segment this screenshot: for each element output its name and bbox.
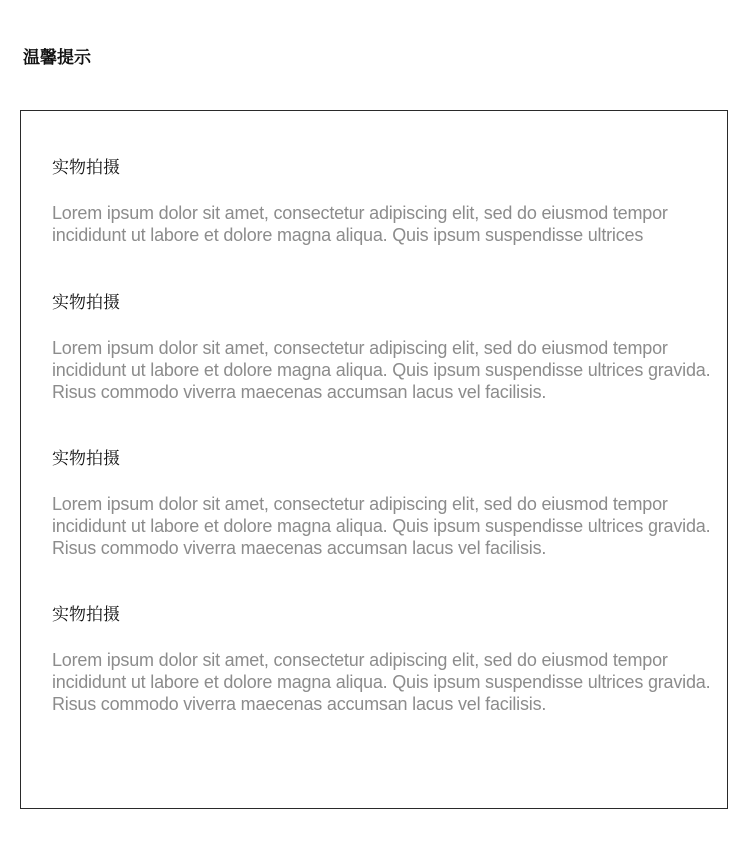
section-body: Lorem ipsum dolor sit amet, consectetur adipiscing elit, sed do eiusmod tempor incididunt ut labore et dolore magna aliqua. Quis ipsum suspendisse ultrices gravida. Risus commodo viverra maecenas accumsan lacus vel facilisis.: [52, 338, 711, 402]
notice-section: [52, 293, 712, 403]
section-heading: 实物拍摄: [52, 605, 120, 624]
section-heading: 实物拍摄: [52, 158, 120, 177]
section-heading: 实物拍摄: [52, 449, 120, 468]
notice-section: [52, 449, 712, 559]
section-body: Lorem ipsum dolor sit amet, consectetur adipiscing elit, sed do eiusmod tempor incididunt ut labore et dolore magna aliqua. Quis ipsum suspendisse ultrices gravida. Risus commodo viverra maecenas accumsan lacus vel facilisis.: [52, 494, 711, 558]
section-body: Lorem ipsum dolor sit amet, consectetur adipiscing elit, sed do eiusmod tempor incididunt ut labore et dolore magna aliqua. Quis ipsum suspendisse ultrices: [52, 203, 668, 245]
section-heading: 实物拍摄: [52, 293, 120, 312]
page-title: 温馨提示: [23, 48, 91, 67]
notice-section: [52, 605, 712, 715]
notice-box: [20, 110, 728, 809]
notice-section: [52, 158, 712, 246]
section-body: Lorem ipsum dolor sit amet, consectetur adipiscing elit, sed do eiusmod tempor incididunt ut labore et dolore magna aliqua. Quis ipsum suspendisse ultrices gravida. Risus commodo viverra maecenas accumsan lacus vel facilisis.: [52, 650, 711, 714]
